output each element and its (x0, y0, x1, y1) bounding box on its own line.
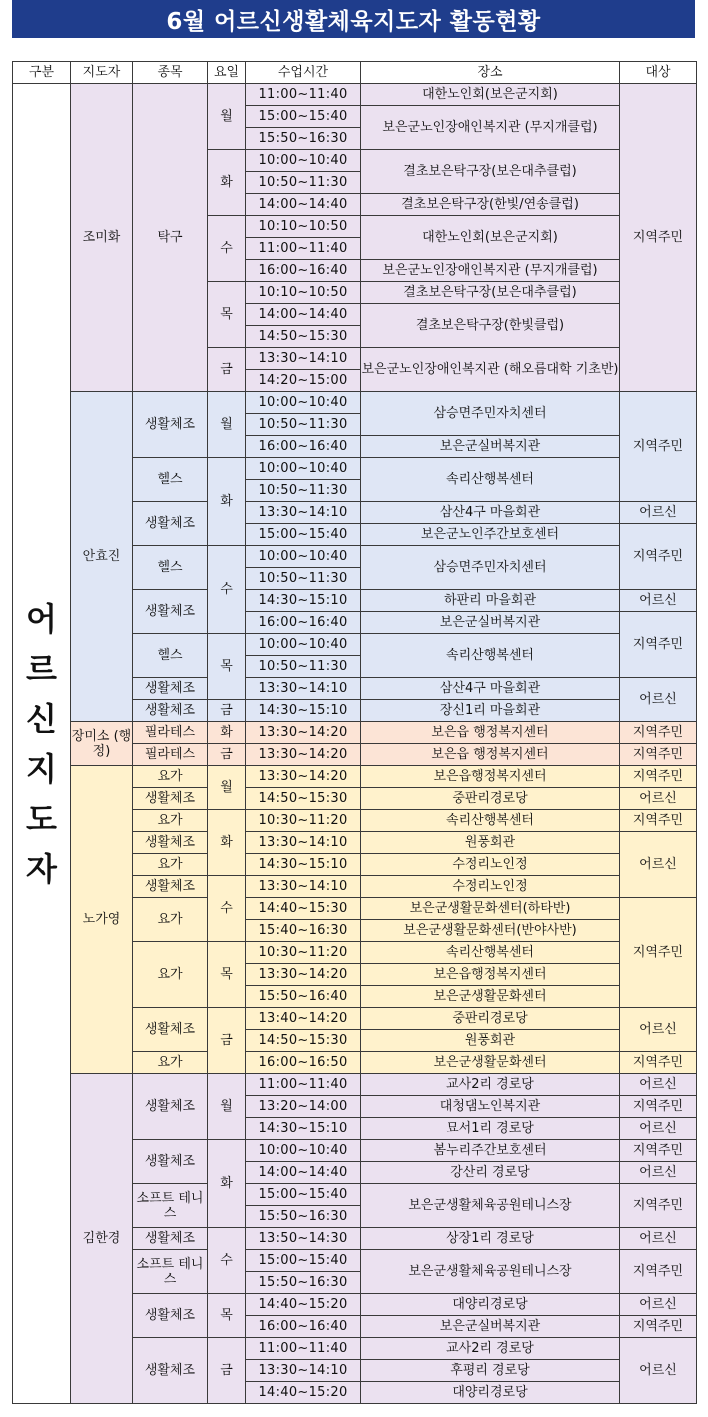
target-cell: 지역주민 (620, 392, 697, 502)
sport-cell: 헬스 (133, 546, 208, 590)
time-cell: 11:00~11:40 (246, 1338, 361, 1360)
sport-cell: 소프트 테니스 (133, 1184, 208, 1228)
place-cell: 보은군실버복지관 (361, 612, 620, 634)
time-cell: 14:20~15:00 (246, 370, 361, 392)
leader-cell: 장미소 (행정) (71, 722, 133, 766)
day-cell: 화 (208, 810, 246, 876)
sport-cell: 생활체조 (133, 1228, 208, 1250)
time-cell: 13:30~14:10 (246, 832, 361, 854)
place-cell: 삼승면주민자치센터 (361, 392, 620, 436)
time-cell: 15:00~15:40 (246, 1184, 361, 1206)
place-cell: 보은군생활문화센터(하타반) (361, 898, 620, 920)
leader-cell: 노가영 (71, 766, 133, 1074)
place-cell: 보은읍행정복지센터 (361, 964, 620, 986)
sport-cell: 요가 (133, 810, 208, 832)
target-cell: 지역주민 (620, 1250, 697, 1294)
day-cell: 수 (208, 216, 246, 282)
time-cell: 15:50~16:30 (246, 128, 361, 150)
place-cell: 보은읍행정복지센터 (361, 766, 620, 788)
time-cell: 13:30~14:20 (246, 964, 361, 986)
time-cell: 10:50~11:30 (246, 414, 361, 436)
leader-cell: 안효진 (71, 392, 133, 722)
sport-cell: 필라테스 (133, 744, 208, 766)
place-cell: 대양리경로당 (361, 1294, 620, 1316)
time-cell: 13:30~14:10 (246, 876, 361, 898)
time-cell: 10:50~11:30 (246, 480, 361, 502)
place-cell: 보은군생활문화센터 (361, 1052, 620, 1074)
day-cell: 목 (208, 634, 246, 700)
place-cell: 보은읍 행정복지센터 (361, 744, 620, 766)
sport-cell: 필라테스 (133, 722, 208, 744)
place-cell: 강산리 경로당 (361, 1162, 620, 1184)
place-cell: 보은군실버복지관 (361, 1316, 620, 1338)
place-cell: 결초보은탁구장(한빛/연송클럽) (361, 194, 620, 216)
target-cell: 지역주민 (620, 898, 697, 1008)
time-cell: 14:40~15:30 (246, 898, 361, 920)
sport-cell: 생활체조 (133, 1338, 208, 1404)
time-cell: 10:50~11:30 (246, 568, 361, 590)
category-char: 자 (26, 849, 57, 888)
table-row (13, 722, 697, 744)
place-cell: 보은군실버복지관 (361, 436, 620, 458)
time-cell: 14:30~15:10 (246, 700, 361, 722)
place-cell: 중판리경로당 (361, 788, 620, 810)
sport-cell: 생활체조 (133, 1294, 208, 1338)
time-cell: 10:00~10:40 (246, 150, 361, 172)
sport-cell: 생활체조 (133, 502, 208, 546)
header-cell: 지도자 (71, 62, 133, 84)
target-cell: 지역주민 (620, 84, 697, 392)
day-cell: 금 (208, 744, 246, 766)
day-cell: 금 (208, 1008, 246, 1074)
time-cell: 16:00~16:50 (246, 1052, 361, 1074)
time-cell: 14:00~14:40 (246, 194, 361, 216)
sport-cell: 생활체조 (133, 832, 208, 854)
place-cell: 보은군생활문화센터(반야사반) (361, 920, 620, 942)
sport-cell: 생활체조 (133, 788, 208, 810)
time-cell: 14:50~15:30 (246, 326, 361, 348)
time-cell: 15:00~15:40 (246, 524, 361, 546)
time-cell: 14:50~15:30 (246, 788, 361, 810)
day-cell: 화 (208, 1140, 246, 1228)
place-cell: 상장1리 경로당 (361, 1228, 620, 1250)
day-cell: 월 (208, 766, 246, 810)
time-cell: 10:00~10:40 (246, 634, 361, 656)
target-cell: 지역주민 (620, 1316, 697, 1338)
category-cell (13, 84, 71, 1404)
place-cell: 묘서1리 경로당 (361, 1118, 620, 1140)
time-cell: 16:00~16:40 (246, 612, 361, 634)
time-cell: 10:00~10:40 (246, 458, 361, 480)
day-cell: 금 (208, 348, 246, 392)
time-cell: 13:30~14:20 (246, 744, 361, 766)
place-cell: 대한노인회(보은군지회) (361, 216, 620, 260)
place-cell: 보은군생활체육공원테니스장 (361, 1250, 620, 1294)
day-cell: 목 (208, 1294, 246, 1338)
sport-cell: 생활체조 (133, 700, 208, 722)
table-body (13, 84, 697, 1404)
target-cell: 지역주민 (620, 1096, 697, 1118)
time-cell: 14:30~15:10 (246, 854, 361, 876)
sport-cell: 요가 (133, 854, 208, 876)
time-cell: 13:20~14:00 (246, 1096, 361, 1118)
day-cell: 수 (208, 876, 246, 942)
place-cell: 삼산4구 마을회관 (361, 678, 620, 700)
target-cell: 어르신 (620, 502, 697, 524)
time-cell: 10:10~10:50 (246, 216, 361, 238)
time-cell: 13:30~14:20 (246, 722, 361, 744)
time-cell: 14:50~15:30 (246, 1030, 361, 1052)
activity-table (12, 61, 697, 1404)
day-cell: 화 (208, 722, 246, 744)
sport-cell: 탁구 (133, 84, 208, 392)
time-cell: 16:00~16:40 (246, 436, 361, 458)
target-cell: 지역주민 (620, 1140, 697, 1162)
category-char: 도 (26, 799, 57, 838)
sport-cell: 생활체조 (133, 590, 208, 634)
time-cell: 13:30~14:10 (246, 502, 361, 524)
day-cell: 월 (208, 1074, 246, 1140)
time-cell: 14:00~14:40 (246, 1162, 361, 1184)
place-cell: 대한노인회(보은군지회) (361, 84, 620, 106)
time-cell: 10:00~10:40 (246, 1140, 361, 1162)
place-cell: 보은군생활체육공원테니스장 (361, 1184, 620, 1228)
time-cell: 13:30~14:20 (246, 766, 361, 788)
target-cell: 어르신 (620, 788, 697, 810)
time-cell: 13:30~14:10 (246, 1360, 361, 1382)
leader-cell: 김한경 (71, 1074, 133, 1404)
time-cell: 10:30~11:20 (246, 942, 361, 964)
time-cell: 10:30~11:20 (246, 810, 361, 832)
sport-cell: 생활체조 (133, 876, 208, 898)
place-cell: 결초보은탁구장(보은대추클럽) (361, 282, 620, 304)
target-cell: 지역주민 (620, 810, 697, 832)
time-cell: 15:00~15:40 (246, 106, 361, 128)
time-cell: 10:00~10:40 (246, 392, 361, 414)
target-cell: 어르신 (620, 1118, 697, 1140)
sport-cell: 생활체조 (133, 392, 208, 458)
time-cell: 13:50~14:30 (246, 1228, 361, 1250)
time-cell: 10:00~10:40 (246, 546, 361, 568)
sport-cell: 요가 (133, 942, 208, 1008)
table-row (13, 1074, 697, 1096)
table-row (13, 84, 697, 106)
place-cell: 속리산행복센터 (361, 810, 620, 832)
target-cell: 어르신 (620, 1074, 697, 1096)
target-cell: 어르신 (620, 590, 697, 612)
place-cell: 원풍회관 (361, 832, 620, 854)
place-cell: 결초보은탁구장(보은대추클럽) (361, 150, 620, 194)
place-cell: 대청댐노인복지관 (361, 1096, 620, 1118)
table-row (13, 392, 697, 414)
place-cell: 삼산4구 마을회관 (361, 502, 620, 524)
place-cell: 교사2리 경로당 (361, 1074, 620, 1096)
day-cell: 월 (208, 84, 246, 150)
place-cell: 보은군노인장애인복지관 (무지개클럽) (361, 260, 620, 282)
day-cell: 화 (208, 150, 246, 216)
time-cell: 15:50~16:40 (246, 986, 361, 1008)
target-cell: 어르신 (620, 678, 697, 722)
place-cell: 보은군생활문화센터 (361, 986, 620, 1008)
place-cell: 결초보은탁구장(한빛클럽) (361, 304, 620, 348)
place-cell: 삼승면주민자치센터 (361, 546, 620, 590)
place-cell: 속리산행복센터 (361, 458, 620, 502)
target-cell: 지역주민 (620, 744, 697, 766)
time-cell: 14:30~15:10 (246, 590, 361, 612)
time-cell: 16:00~16:40 (246, 1316, 361, 1338)
category-char: 지 (26, 749, 57, 788)
header-cell: 요일 (208, 62, 246, 84)
time-cell: 11:00~11:40 (246, 84, 361, 106)
sport-cell: 요가 (133, 1052, 208, 1074)
time-cell: 13:30~14:10 (246, 348, 361, 370)
place-cell: 교사2리 경로당 (361, 1338, 620, 1360)
target-cell: 어르신 (620, 1338, 697, 1404)
place-cell: 수정리노인정 (361, 854, 620, 876)
place-cell: 대양리경로당 (361, 1382, 620, 1404)
category-char: 어 (26, 599, 57, 638)
time-cell: 15:40~16:30 (246, 920, 361, 942)
place-cell: 속리산행복센터 (361, 942, 620, 964)
target-cell: 지역주민 (620, 722, 697, 744)
time-cell: 13:40~14:20 (246, 1008, 361, 1030)
leader-cell: 조미화 (71, 84, 133, 392)
place-cell: 중판리경로당 (361, 1008, 620, 1030)
target-cell: 지역주민 (620, 524, 697, 590)
time-cell: 10:50~11:30 (246, 656, 361, 678)
category-char: 르 (26, 649, 57, 688)
day-cell: 목 (208, 942, 246, 1008)
time-cell: 16:00~16:40 (246, 260, 361, 282)
day-cell: 수 (208, 1228, 246, 1294)
sport-cell: 요가 (133, 766, 208, 788)
time-cell: 14:00~14:40 (246, 304, 361, 326)
place-cell: 하판리 마을회관 (361, 590, 620, 612)
sport-cell: 헬스 (133, 634, 208, 678)
time-cell: 11:00~11:40 (246, 1074, 361, 1096)
target-cell: 지역주민 (620, 1184, 697, 1228)
day-cell: 금 (208, 700, 246, 722)
target-cell: 어르신 (620, 1294, 697, 1316)
sport-cell: 요가 (133, 898, 208, 942)
header-cell: 대상 (620, 62, 697, 84)
category-char: 신 (26, 699, 57, 738)
target-cell: 어르신 (620, 1228, 697, 1250)
target-cell: 어르신 (620, 1162, 697, 1184)
day-cell: 월 (208, 392, 246, 458)
sport-cell: 생활체조 (133, 1008, 208, 1052)
sport-cell: 생활체조 (133, 678, 208, 700)
table-row (13, 766, 697, 788)
time-cell: 15:00~15:40 (246, 1250, 361, 1272)
sport-cell: 생활체조 (133, 1074, 208, 1140)
place-cell: 장신1리 마을회관 (361, 700, 620, 722)
place-cell: 봄누리주간보호센터 (361, 1140, 620, 1162)
header-cell: 수업시간 (246, 62, 361, 84)
day-cell: 목 (208, 282, 246, 348)
sport-cell: 헬스 (133, 458, 208, 502)
day-cell: 금 (208, 1338, 246, 1404)
target-cell: 어르신 (620, 1008, 697, 1052)
place-cell: 보은군노인장애인복지관 (무지개클럽) (361, 106, 620, 150)
time-cell: 11:00~11:40 (246, 238, 361, 260)
target-cell: 지역주민 (620, 612, 697, 678)
time-cell: 14:40~15:20 (246, 1382, 361, 1404)
header-cell: 구분 (13, 62, 71, 84)
page-title: 6월 어르신생활체육지도자 활동현황 (12, 0, 695, 38)
place-cell: 보은읍 행정복지센터 (361, 722, 620, 744)
target-cell: 지역주민 (620, 1052, 697, 1074)
sport-cell: 소프트 테니스 (133, 1250, 208, 1294)
place-cell: 보은군노인장애인복지관 (해오름대학 기초반) (361, 348, 620, 392)
header-cell: 장소 (361, 62, 620, 84)
day-cell: 수 (208, 546, 246, 634)
target-cell: 어르신 (620, 832, 697, 898)
time-cell: 14:30~15:10 (246, 1118, 361, 1140)
day-cell: 화 (208, 458, 246, 546)
time-cell: 15:50~16:30 (246, 1272, 361, 1294)
time-cell: 15:50~16:30 (246, 1206, 361, 1228)
target-cell: 지역주민 (620, 766, 697, 788)
header-row (13, 62, 697, 84)
time-cell: 10:50~11:30 (246, 172, 361, 194)
place-cell: 속리산행복센터 (361, 634, 620, 678)
place-cell: 후평리 경로당 (361, 1360, 620, 1382)
sport-cell: 생활체조 (133, 1140, 208, 1184)
place-cell: 원풍회관 (361, 1030, 620, 1052)
time-cell: 14:40~15:20 (246, 1294, 361, 1316)
time-cell: 13:30~14:10 (246, 678, 361, 700)
place-cell: 보은군노인주간보호센터 (361, 524, 620, 546)
time-cell: 10:10~10:50 (246, 282, 361, 304)
header-cell: 종목 (133, 62, 208, 84)
place-cell: 수정리노인정 (361, 876, 620, 898)
